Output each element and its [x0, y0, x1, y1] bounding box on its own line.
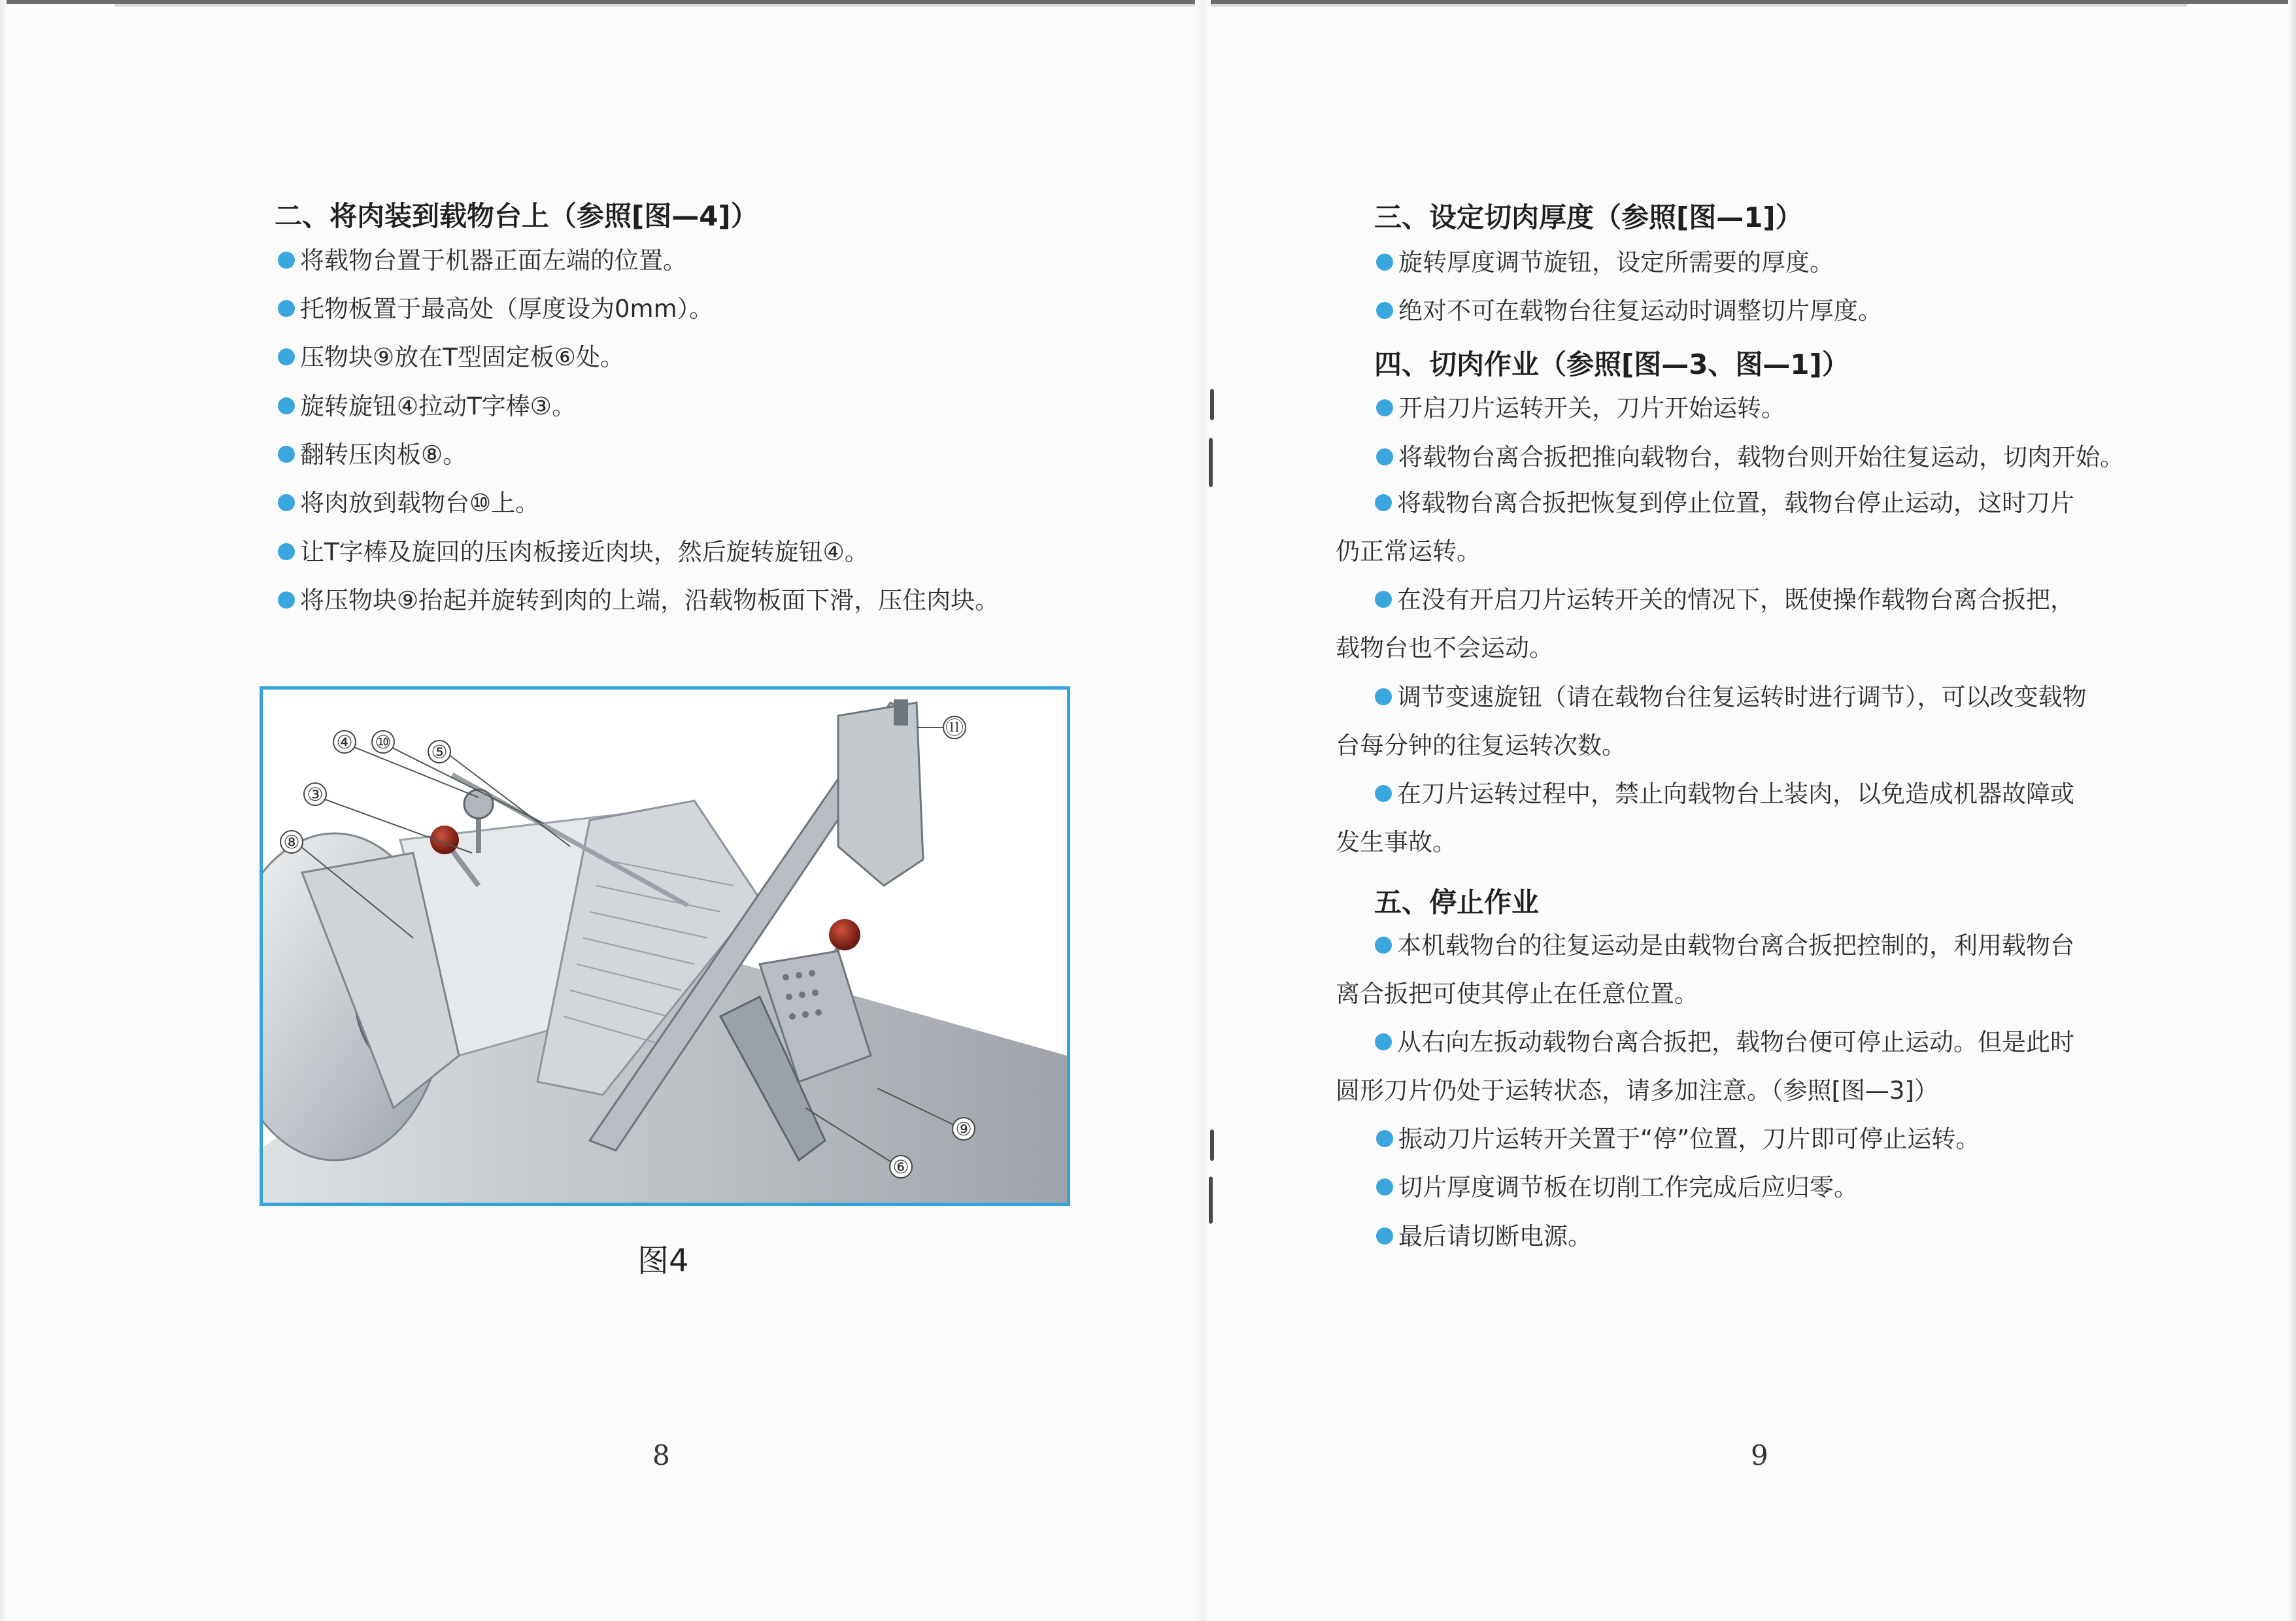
bullet-dot — [278, 446, 295, 463]
bullet-item — [278, 438, 467, 472]
paragraph — [1336, 479, 2087, 576]
meat-slicer-illustration — [263, 690, 1067, 1203]
page-number-left: 8 — [652, 1439, 670, 1471]
paragraph-text: 本机载物台的往复运动是由载物台离合扳把控制的，利用载物台离合扳把可使其停止在任意位置。 — [1336, 931, 2074, 1008]
bullet-text: 最后请切断电源。 — [1398, 1222, 1592, 1250]
section-3-heading: 三、设定切肉厚度（参照[图—1]） — [1374, 201, 1803, 233]
bullet-dot — [278, 252, 295, 269]
bullet-text: 压物块⑨放在T型固定板⑥处。 — [300, 343, 624, 371]
section-2-heading: 二、将肉装到载物台上（参照[图—4]） — [275, 200, 758, 232]
bullet-text: 旋转旋钮④拉动T字棒③。 — [300, 392, 576, 420]
bullet-dot — [1376, 254, 1393, 271]
bullet-dot — [278, 494, 295, 511]
callout-9: ⑨ — [955, 1118, 972, 1140]
bullet-text: 振动刀片运转开关置于“停”位置，刀片即可停止运转。 — [1398, 1125, 1980, 1153]
bullet-text: 切片厚度调节板在切削工作完成后应归零。 — [1398, 1173, 1858, 1201]
bullet-item — [278, 390, 576, 424]
bullet-item — [278, 584, 999, 618]
callout-5: ⑤ — [431, 741, 448, 763]
section-5-heading: 五、停止作业 — [1374, 886, 1540, 918]
bullet-text: 将载物台离合扳把推向载物台，载物台则开始往复运动，切肉开始。 — [1398, 443, 2124, 471]
bullet-dot — [1375, 688, 1392, 705]
bullet-dot — [1376, 302, 1393, 319]
bullet-dot — [1376, 399, 1393, 416]
section-4-heading: 四、切肉作业（参照[图—3、图—1]） — [1374, 348, 1849, 380]
bullet-text: 将载物台置于机器正面左端的位置。 — [300, 246, 687, 275]
bullet-dot — [1375, 591, 1392, 608]
bullet-item — [278, 292, 713, 326]
paragraph-text: 在没有开启刀片运转开关的情况下，既使操作载物台离合扳把，载物台也不会运动。 — [1336, 586, 2074, 662]
bullet-dot — [278, 543, 295, 560]
bullet-item — [1376, 1171, 1858, 1205]
bullet-text: 托物板置于最高处（厚度设为0mm）。 — [300, 295, 714, 323]
bullet-dot — [1376, 1178, 1393, 1195]
bullet-dot — [1375, 494, 1392, 511]
callout-6: ⑥ — [892, 1156, 909, 1178]
callout-3: ③ — [307, 784, 324, 805]
paragraph — [1336, 922, 2087, 1018]
figure-4-caption: 图4 — [637, 1243, 689, 1279]
bullet-dot — [1376, 1228, 1393, 1245]
bullet-dot — [1375, 1033, 1392, 1050]
paragraph — [1336, 1018, 2087, 1115]
paragraph — [1336, 770, 2087, 867]
bullet-dot — [278, 348, 295, 365]
bullet-item — [278, 341, 624, 375]
bullet-text: 开启刀片运转开关，刀片开始运转。 — [1398, 394, 1785, 422]
bullet-item — [278, 486, 539, 520]
bullet-item — [1376, 1220, 1592, 1254]
bullet-text: 将压物块⑨抬起并旋转到肉的上端，沿载物板面下滑，压住肉块。 — [300, 586, 1000, 614]
bullet-text: 旋转厚度调节旋钮，设定所需要的厚度。 — [1398, 248, 1834, 276]
bullet-dot — [1375, 785, 1392, 802]
callout-4: ④ — [336, 731, 353, 753]
paragraph — [1336, 673, 2087, 770]
bullet-dot — [1376, 1130, 1393, 1147]
callout-11: ⑪ — [945, 717, 964, 739]
bullet-dot — [1376, 448, 1393, 465]
page-number-right: 9 — [1751, 1439, 1768, 1471]
bullet-item — [1376, 294, 1882, 328]
bullet-item — [1376, 392, 1785, 426]
bullet-text: 翻转压肉板⑧。 — [300, 441, 467, 469]
bullet-dot — [278, 592, 295, 609]
bullet-item — [1376, 246, 1834, 280]
bullet-item — [1376, 1122, 1980, 1156]
bullet-item — [1376, 441, 2124, 475]
paragraph — [1336, 576, 2087, 673]
bullet-dot — [1375, 937, 1392, 954]
bullet-text: 让T字棒及旋回的压肉板接近肉块，然后旋转旋钮④。 — [300, 538, 869, 566]
bullet-dot — [278, 397, 295, 414]
right-page — [1203, 0, 2296, 1621]
bullet-item — [278, 244, 687, 278]
paragraph-text: 在刀片运转过程中，禁止向载物台上装肉，以免造成机器故障或发生事故。 — [1336, 780, 2074, 856]
bullet-text: 绝对不可在载物台往复运动时调整切片厚度。 — [1398, 297, 1882, 325]
bullet-dot — [278, 300, 295, 317]
bullet-item — [278, 535, 869, 569]
bullet-text: 将肉放到载物台⑩上。 — [300, 489, 540, 517]
figure-4-frame — [260, 686, 1070, 1206]
callout-8: ⑧ — [283, 831, 300, 853]
paragraph-text: 调节变速旋钮（请在载物台往复运转时进行调节），可以改变载物台每分钟的往复运转次数。 — [1336, 683, 2087, 760]
paragraph-text: 将载物台离合扳把恢复到停止位置，载物台停止运动，这时刀片仍正常运转。 — [1336, 489, 2074, 565]
callout-10: ⑩ — [375, 731, 392, 753]
paragraph-text: 从右向左扳动载物台离合扳把，载物台便可停止运动。但是此时圆形刀片仍处于运转状态，请多加注意。（参照[图—3]） — [1336, 1028, 2074, 1105]
